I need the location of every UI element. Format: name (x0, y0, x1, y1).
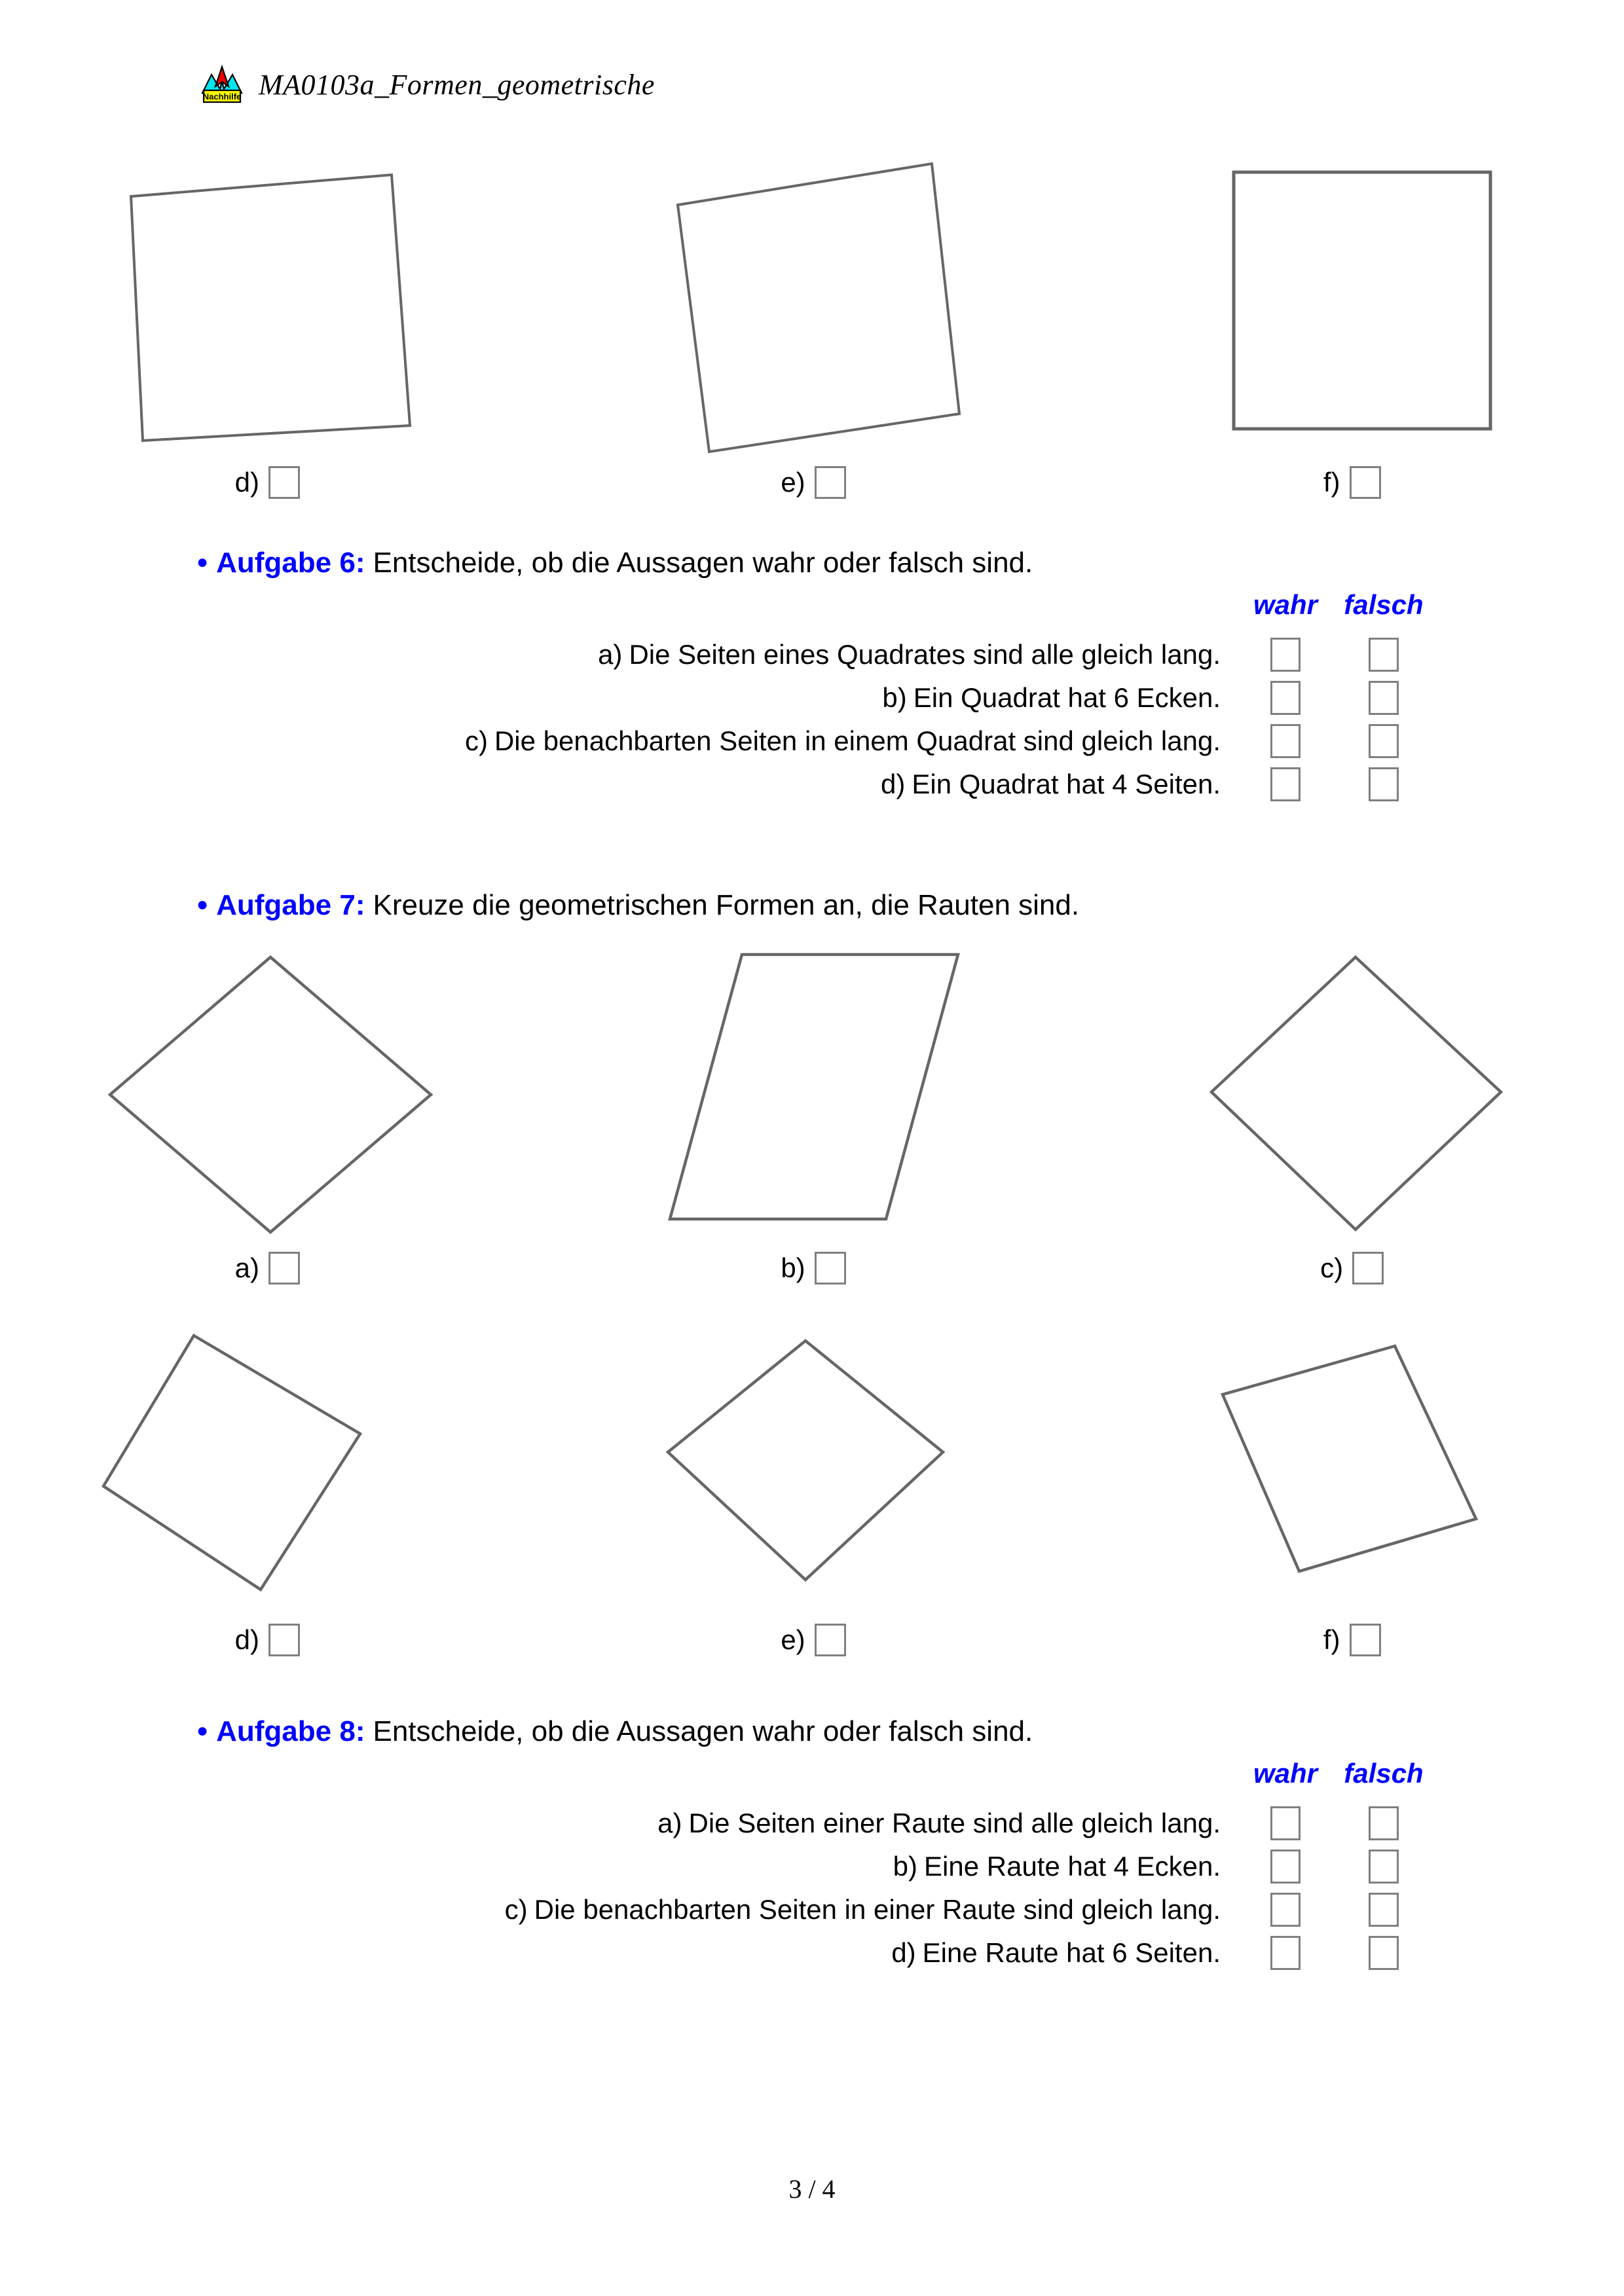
statement-letter-6b: b) (882, 682, 907, 713)
cell-falsch-6b (1335, 681, 1433, 715)
table-row (0, 767, 1624, 801)
cell-falsch-6d (1335, 767, 1433, 801)
square-rotated-shape-d (103, 1321, 437, 1609)
aufgabe-7-heading (196, 889, 1079, 922)
statement-8a (657, 1808, 1221, 1839)
shape-cell-d (0, 164, 542, 499)
answer-line-7f (1323, 1624, 1381, 1656)
checkbox-wahr-8a[interactable] (1270, 1806, 1301, 1840)
statement-letter-6a: a) (598, 639, 623, 670)
page-footer (0, 2174, 1624, 2204)
statement-8d (891, 1937, 1221, 1969)
statement-text-6a: Die Seiten eines Quadrates sind alle gleich lang. (629, 639, 1221, 670)
table-row (0, 1936, 1624, 1970)
option-letter-f: f) (1323, 467, 1340, 498)
checkbox-option-e[interactable] (815, 466, 846, 499)
statement-letter-8d: d) (891, 1937, 916, 1968)
cell-wahr-6a (1236, 638, 1335, 672)
aufgabe-6-heading (196, 547, 1033, 579)
statement-letter-8a: a) (657, 1808, 682, 1838)
statement-6d (881, 769, 1221, 800)
option-letter-d: d) (234, 467, 260, 498)
checkbox-wahr-8b[interactable] (1270, 1850, 1301, 1884)
table-row (0, 1893, 1624, 1927)
statement-text-8a: Die Seiten einer Raute sind alle gleich lang. (688, 1808, 1221, 1838)
checkbox-falsch-8c[interactable] (1369, 1893, 1399, 1927)
checkbox-wahr-8c[interactable] (1270, 1893, 1301, 1927)
rhombus-shape-c (1187, 949, 1521, 1237)
statement-text-6c: Die benachbarten Seiten in einem Quadrat sind gleich lang. (494, 725, 1221, 756)
rhombus-wide-shape-e (645, 1321, 979, 1609)
table-row (0, 1850, 1624, 1884)
statement-letter-6c: c) (464, 725, 488, 756)
column-header-wahr: wahr (1253, 589, 1318, 620)
checkbox-option-7d[interactable] (268, 1624, 300, 1656)
aufgabe-6-label: Aufgabe 6: (216, 547, 365, 579)
statement-6a (598, 639, 1221, 670)
checkbox-option-7b[interactable] (815, 1252, 846, 1285)
statement-8b (893, 1851, 1221, 1882)
cell-wahr-6c (1236, 724, 1335, 758)
option-letter-7a: a) (234, 1252, 260, 1283)
aufgabe-6-column-headers (0, 589, 1624, 621)
page-header (200, 64, 655, 105)
cell-falsch-8a (1335, 1806, 1433, 1840)
cell-wahr-8c (1236, 1893, 1335, 1927)
answer-line-e (781, 466, 845, 499)
answer-line-7e (781, 1624, 845, 1656)
checkbox-option-7e[interactable] (815, 1624, 846, 1656)
aufgabe-8-instruction: Entscheide, ob die Aussagen wahr oder falsch sind. (373, 1715, 1033, 1747)
shape-cell-7d (0, 1321, 542, 1656)
checkbox-falsch-8b[interactable] (1369, 1850, 1399, 1884)
rauten-shape-row-1 (0, 949, 1624, 1285)
checkbox-wahr-8d[interactable] (1270, 1936, 1301, 1970)
cell-wahr-6b (1236, 681, 1335, 715)
page-number: 3 / 4 (788, 2174, 836, 2204)
cell-falsch-6c (1335, 724, 1433, 758)
checkbox-option-f[interactable] (1350, 466, 1381, 499)
shape-cell-7f (1082, 1321, 1624, 1656)
table-row (0, 681, 1624, 715)
table-row (0, 724, 1624, 758)
statement-letter-6d: d) (881, 769, 906, 799)
aufgabe-6-instruction: Entscheide, ob die Aussagen wahr oder falsch sind. (373, 547, 1033, 579)
cell-wahr-8a (1236, 1806, 1335, 1840)
checkbox-option-7a[interactable] (268, 1252, 300, 1285)
answer-line-7a (235, 1252, 300, 1285)
option-letter-7f: f) (1323, 1624, 1340, 1655)
column-header-wahr: wahr (1253, 1758, 1318, 1789)
statement-text-8d: Eine Raute hat 6 Seiten. (922, 1937, 1221, 1968)
square-shape-f (1200, 164, 1507, 445)
shape-cell-7c (1082, 949, 1624, 1285)
option-letter-7c: c) (1320, 1252, 1344, 1283)
statement-8c (505, 1894, 1221, 1925)
answer-line-d (235, 466, 300, 499)
column-header-falsch: falsch (1344, 589, 1424, 620)
checkbox-option-7c[interactable] (1352, 1252, 1384, 1285)
shape-cell-f (1082, 164, 1624, 499)
cell-wahr-6d (1236, 767, 1335, 801)
answer-line-f (1323, 466, 1381, 499)
aufgabe-7-label: Aufgabe 7: (216, 889, 365, 921)
checkbox-wahr-6a[interactable] (1270, 638, 1301, 672)
bullet-icon: ● (196, 894, 209, 915)
aufgabe-6-table (0, 589, 1624, 801)
aufgabe-8-column-headers (0, 1758, 1624, 1789)
bullet-icon: ● (196, 1720, 209, 1741)
checkbox-falsch-6b[interactable] (1369, 681, 1399, 715)
statement-letter-8c: c) (504, 1894, 528, 1925)
document-title: MA0103a_Formen_geometrische (259, 68, 655, 101)
checkbox-wahr-6b[interactable] (1270, 681, 1301, 715)
shape-cell-7b (542, 949, 1083, 1285)
answer-line-7d (235, 1624, 300, 1656)
checkbox-option-7f[interactable] (1350, 1624, 1381, 1656)
checkbox-option-d[interactable] (268, 466, 300, 499)
square-rotated-shape-f (1187, 1321, 1521, 1609)
aufgabe-8-heading (196, 1715, 1033, 1748)
cell-falsch-6a (1335, 638, 1433, 672)
statement-6b (882, 682, 1221, 714)
statement-text-8c: Die benachbarten Seiten in einer Raute sind gleich lang. (534, 1894, 1221, 1925)
option-letter-7b: b) (781, 1252, 805, 1283)
statement-letter-8b: b) (893, 1851, 918, 1882)
table-row (0, 638, 1624, 672)
option-letter-7d: d) (234, 1624, 260, 1655)
checkbox-wahr-6d[interactable] (1270, 767, 1301, 801)
shape-cell-e (542, 164, 1083, 499)
option-letter-7e: e) (781, 1624, 805, 1655)
rauten-shape-row-2 (0, 1321, 1624, 1656)
rhombus-shape-a (103, 949, 437, 1237)
nachhilfe-logo-icon (200, 64, 244, 105)
cell-wahr-8b (1236, 1850, 1335, 1884)
checkbox-falsch-6a[interactable] (1369, 638, 1399, 672)
option-letter-e: e) (781, 467, 805, 498)
answer-line-7b (781, 1252, 845, 1285)
svg-text:Nachhilfe: Nachhilfe (202, 92, 242, 101)
checkbox-falsch-8a[interactable] (1369, 1806, 1399, 1840)
parallelogram-shape-b (645, 949, 979, 1237)
checkbox-falsch-6d[interactable] (1369, 767, 1399, 801)
statement-6c (465, 725, 1221, 757)
column-header-falsch: falsch (1344, 1758, 1424, 1789)
cell-wahr-8d (1236, 1936, 1335, 1970)
bullet-icon: ● (196, 551, 209, 573)
checkbox-falsch-8d[interactable] (1369, 1936, 1399, 1970)
cell-falsch-8c (1335, 1893, 1433, 1927)
answer-line-7c (1320, 1252, 1384, 1285)
shape-cell-7a (0, 949, 542, 1285)
statement-text-6d: Ein Quadrat hat 4 Seiten. (912, 769, 1221, 799)
square-shape-e (658, 164, 966, 445)
shape-cell-7e (542, 1321, 1083, 1656)
cell-falsch-8b (1335, 1850, 1433, 1884)
square-shape-d (117, 164, 424, 445)
aufgabe-7-instruction: Kreuze die geometrischen Formen an, die Rauten sind. (373, 889, 1080, 921)
statement-text-6b: Ein Quadrat hat 6 Ecken. (913, 682, 1221, 713)
checkbox-falsch-6c[interactable] (1369, 724, 1399, 758)
statement-text-8b: Eine Raute hat 4 Ecken. (924, 1851, 1221, 1882)
checkbox-wahr-6c[interactable] (1270, 724, 1301, 758)
aufgabe-8-table (0, 1758, 1624, 1970)
aufgabe-8-label: Aufgabe 8: (216, 1715, 365, 1747)
table-row (0, 1806, 1624, 1840)
squares-shape-row (0, 164, 1624, 499)
cell-falsch-8d (1335, 1936, 1433, 1970)
